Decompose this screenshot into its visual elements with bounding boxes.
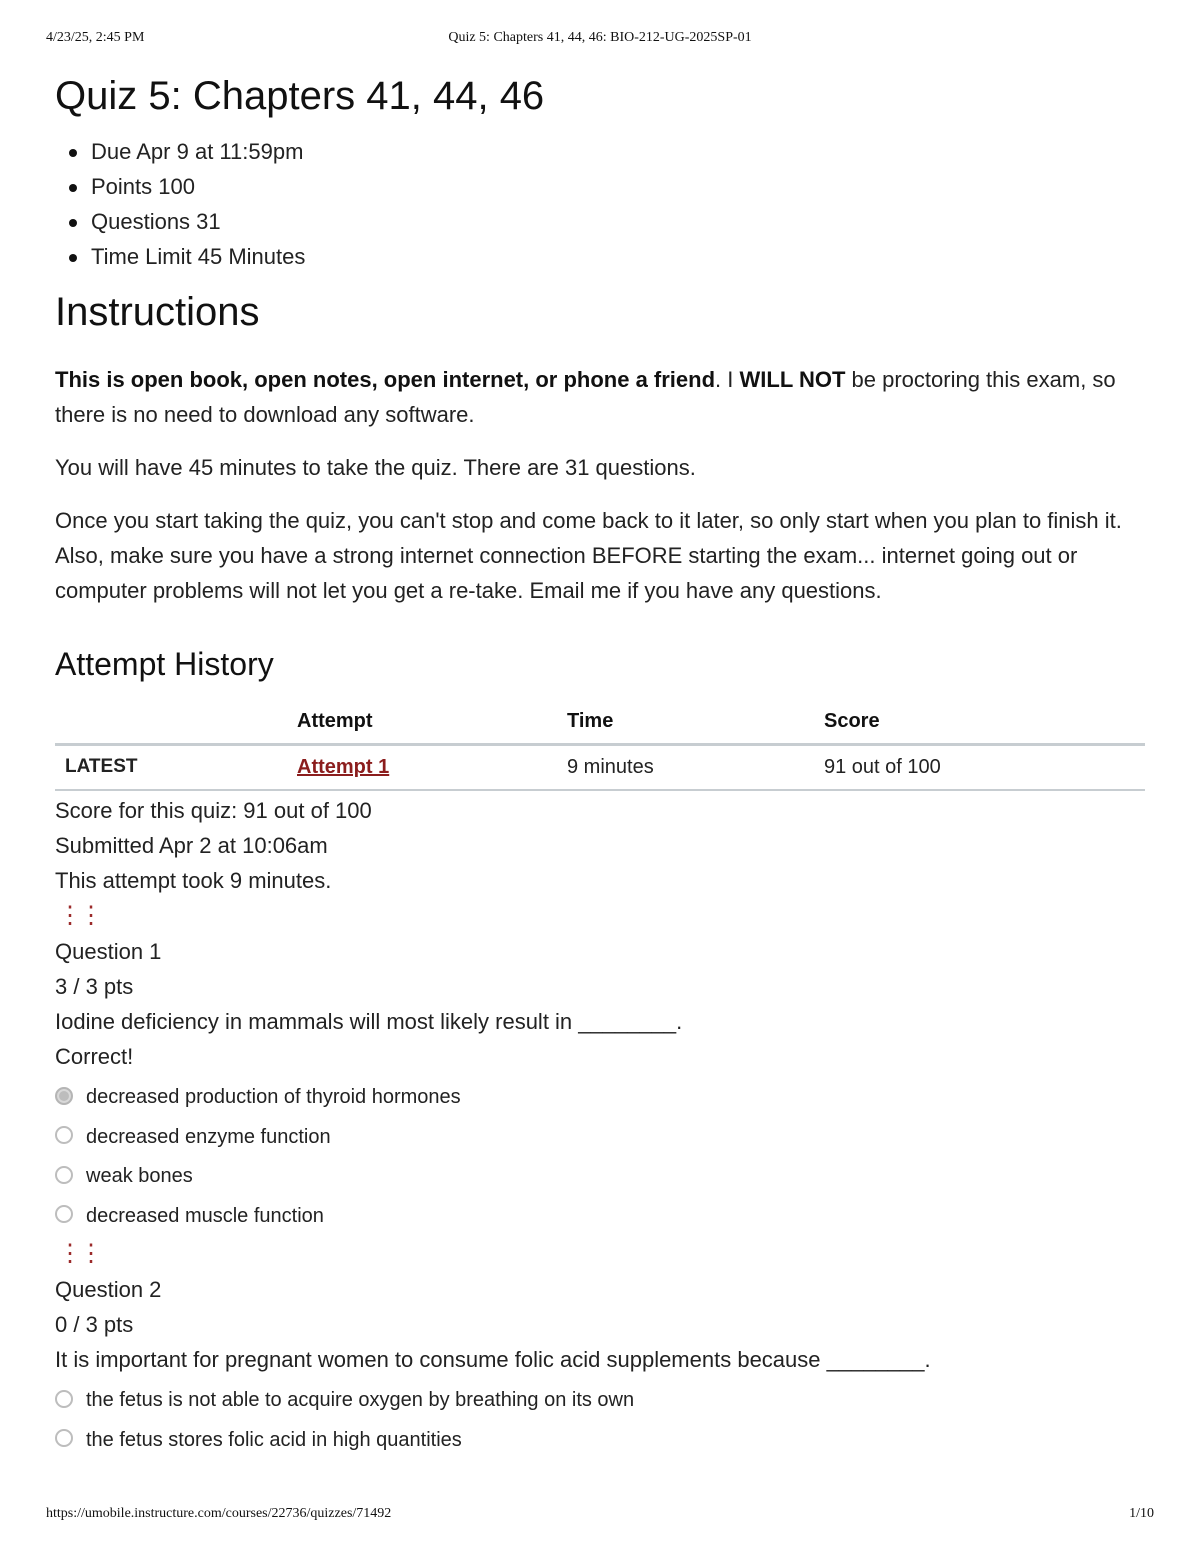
question-2 [55,1236,1145,1460]
column-header-score: Score [824,709,880,732]
instructions-bold-will-not: WILL NOT [739,367,846,392]
answer-option[interactable] [55,1421,1145,1461]
question-points: 3 / 3 pts [55,974,134,999]
page-number: 1/10 [1129,1506,1154,1521]
radio-icon[interactable] [55,1126,73,1144]
radio-icon[interactable] [55,1166,73,1184]
submitted-time: Submitted Apr 2 at 10:06am [55,833,328,858]
quiz-questions: Questions 31 [67,204,1145,239]
answer-text: decreased muscle function [86,1204,324,1227]
score-cell: 91 out of 100 [824,755,941,778]
question-feedback: Correct! [55,1044,134,1069]
radio-icon[interactable] [55,1390,73,1408]
attempt-history-heading: Attempt History [55,646,274,682]
answer-option[interactable] [55,1078,1145,1118]
attempt-summary [55,793,1145,898]
attempt-history-table [55,700,1145,791]
quiz-content [55,72,1145,1460]
table-row [55,744,1145,790]
instructions-heading: Instructions [55,290,260,334]
question-1 [55,898,1145,1236]
radio-icon[interactable] [55,1429,73,1447]
question-label: Question 1 [55,939,162,964]
answer-option[interactable] [55,1118,1145,1158]
column-header-attempt: Attempt [297,709,373,732]
latest-label: LATEST [65,756,138,778]
instructions-bold-open-book: This is open book, open notes, open internet, or phone a friend [55,367,716,392]
print-footer [46,1506,1154,1526]
instructions-p1-mid: . I [715,367,740,392]
drag-handle-icon[interactable]: ⋮⋮ [58,1240,100,1267]
question-text: Iodine deficiency in mammals will most likely result in ________. [55,1009,683,1034]
answer-text: decreased enzyme function [86,1125,331,1148]
question-label: Question 2 [55,1277,162,1302]
attempt-duration: This attempt took 9 minutes. [55,868,332,893]
instructions-paragraph-2: You will have 45 minutes to take the quiz. There are 31 questions. [55,455,696,480]
attempt-cell [297,744,567,790]
instructions-p1-rest: be proctoring this exam, so there is no need to download any software. [55,367,1116,427]
attempt-1-link[interactable]: Attempt 1 [297,755,390,778]
instructions-paragraph-1 [55,362,1145,432]
column-header-blank [55,700,297,744]
instructions-paragraph-3: Once you start taking the quiz, you can't stop and come back to it later, so only start when you plan to finish it. Also, make sure you have a strong internet connection BEFORE starting the exam... internet going out or computer problems will not let you get a re-take. Email me if you have any questions. [55,508,1122,603]
instructions-body [55,362,1145,608]
print-header [46,30,1154,50]
column-header-time: Time [567,709,614,732]
attempt-history-header-row [55,700,1145,744]
print-url: https://umobile.instructure.com/courses/22736/quizzes/71492 [46,1506,392,1521]
quiz-time-limit: Time Limit 45 Minutes [67,239,1145,274]
answer-text: decreased production of thyroid hormones [86,1086,461,1109]
answer-text: the fetus is not able to acquire oxygen by breathing on its own [86,1389,635,1412]
quiz-due: Due Apr 9 at 11:59pm [67,134,1145,169]
quiz-meta-list [67,134,1145,274]
time-cell: 9 minutes [567,755,654,778]
answer-text: the fetus stores folic acid in high quantities [86,1428,462,1451]
question-text: It is important for pregnant women to consume folic acid supplements because ________. [55,1347,931,1372]
page-title: Quiz 5: Chapters 41, 44, 46 [55,74,545,118]
question-points: 0 / 3 pts [55,1312,134,1337]
drag-handle-icon[interactable]: ⋮⋮ [58,902,100,929]
answer-list [55,1078,1145,1236]
answer-list [55,1381,1145,1460]
radio-selected-icon[interactable] [55,1087,73,1105]
answer-option[interactable] [55,1381,1145,1421]
answer-option[interactable] [55,1157,1145,1197]
answer-option[interactable] [55,1197,1145,1237]
print-datetime: 4/23/25, 2:45 PM [46,30,145,45]
quiz-points: Points 100 [67,169,1145,204]
quiz-score: Score for this quiz: 91 out of 100 [55,798,372,823]
radio-icon[interactable] [55,1205,73,1223]
print-doc-title: Quiz 5: Chapters 41, 44, 46: BIO-212-UG-2025SP-01 [448,30,752,45]
answer-text: weak bones [86,1165,193,1188]
